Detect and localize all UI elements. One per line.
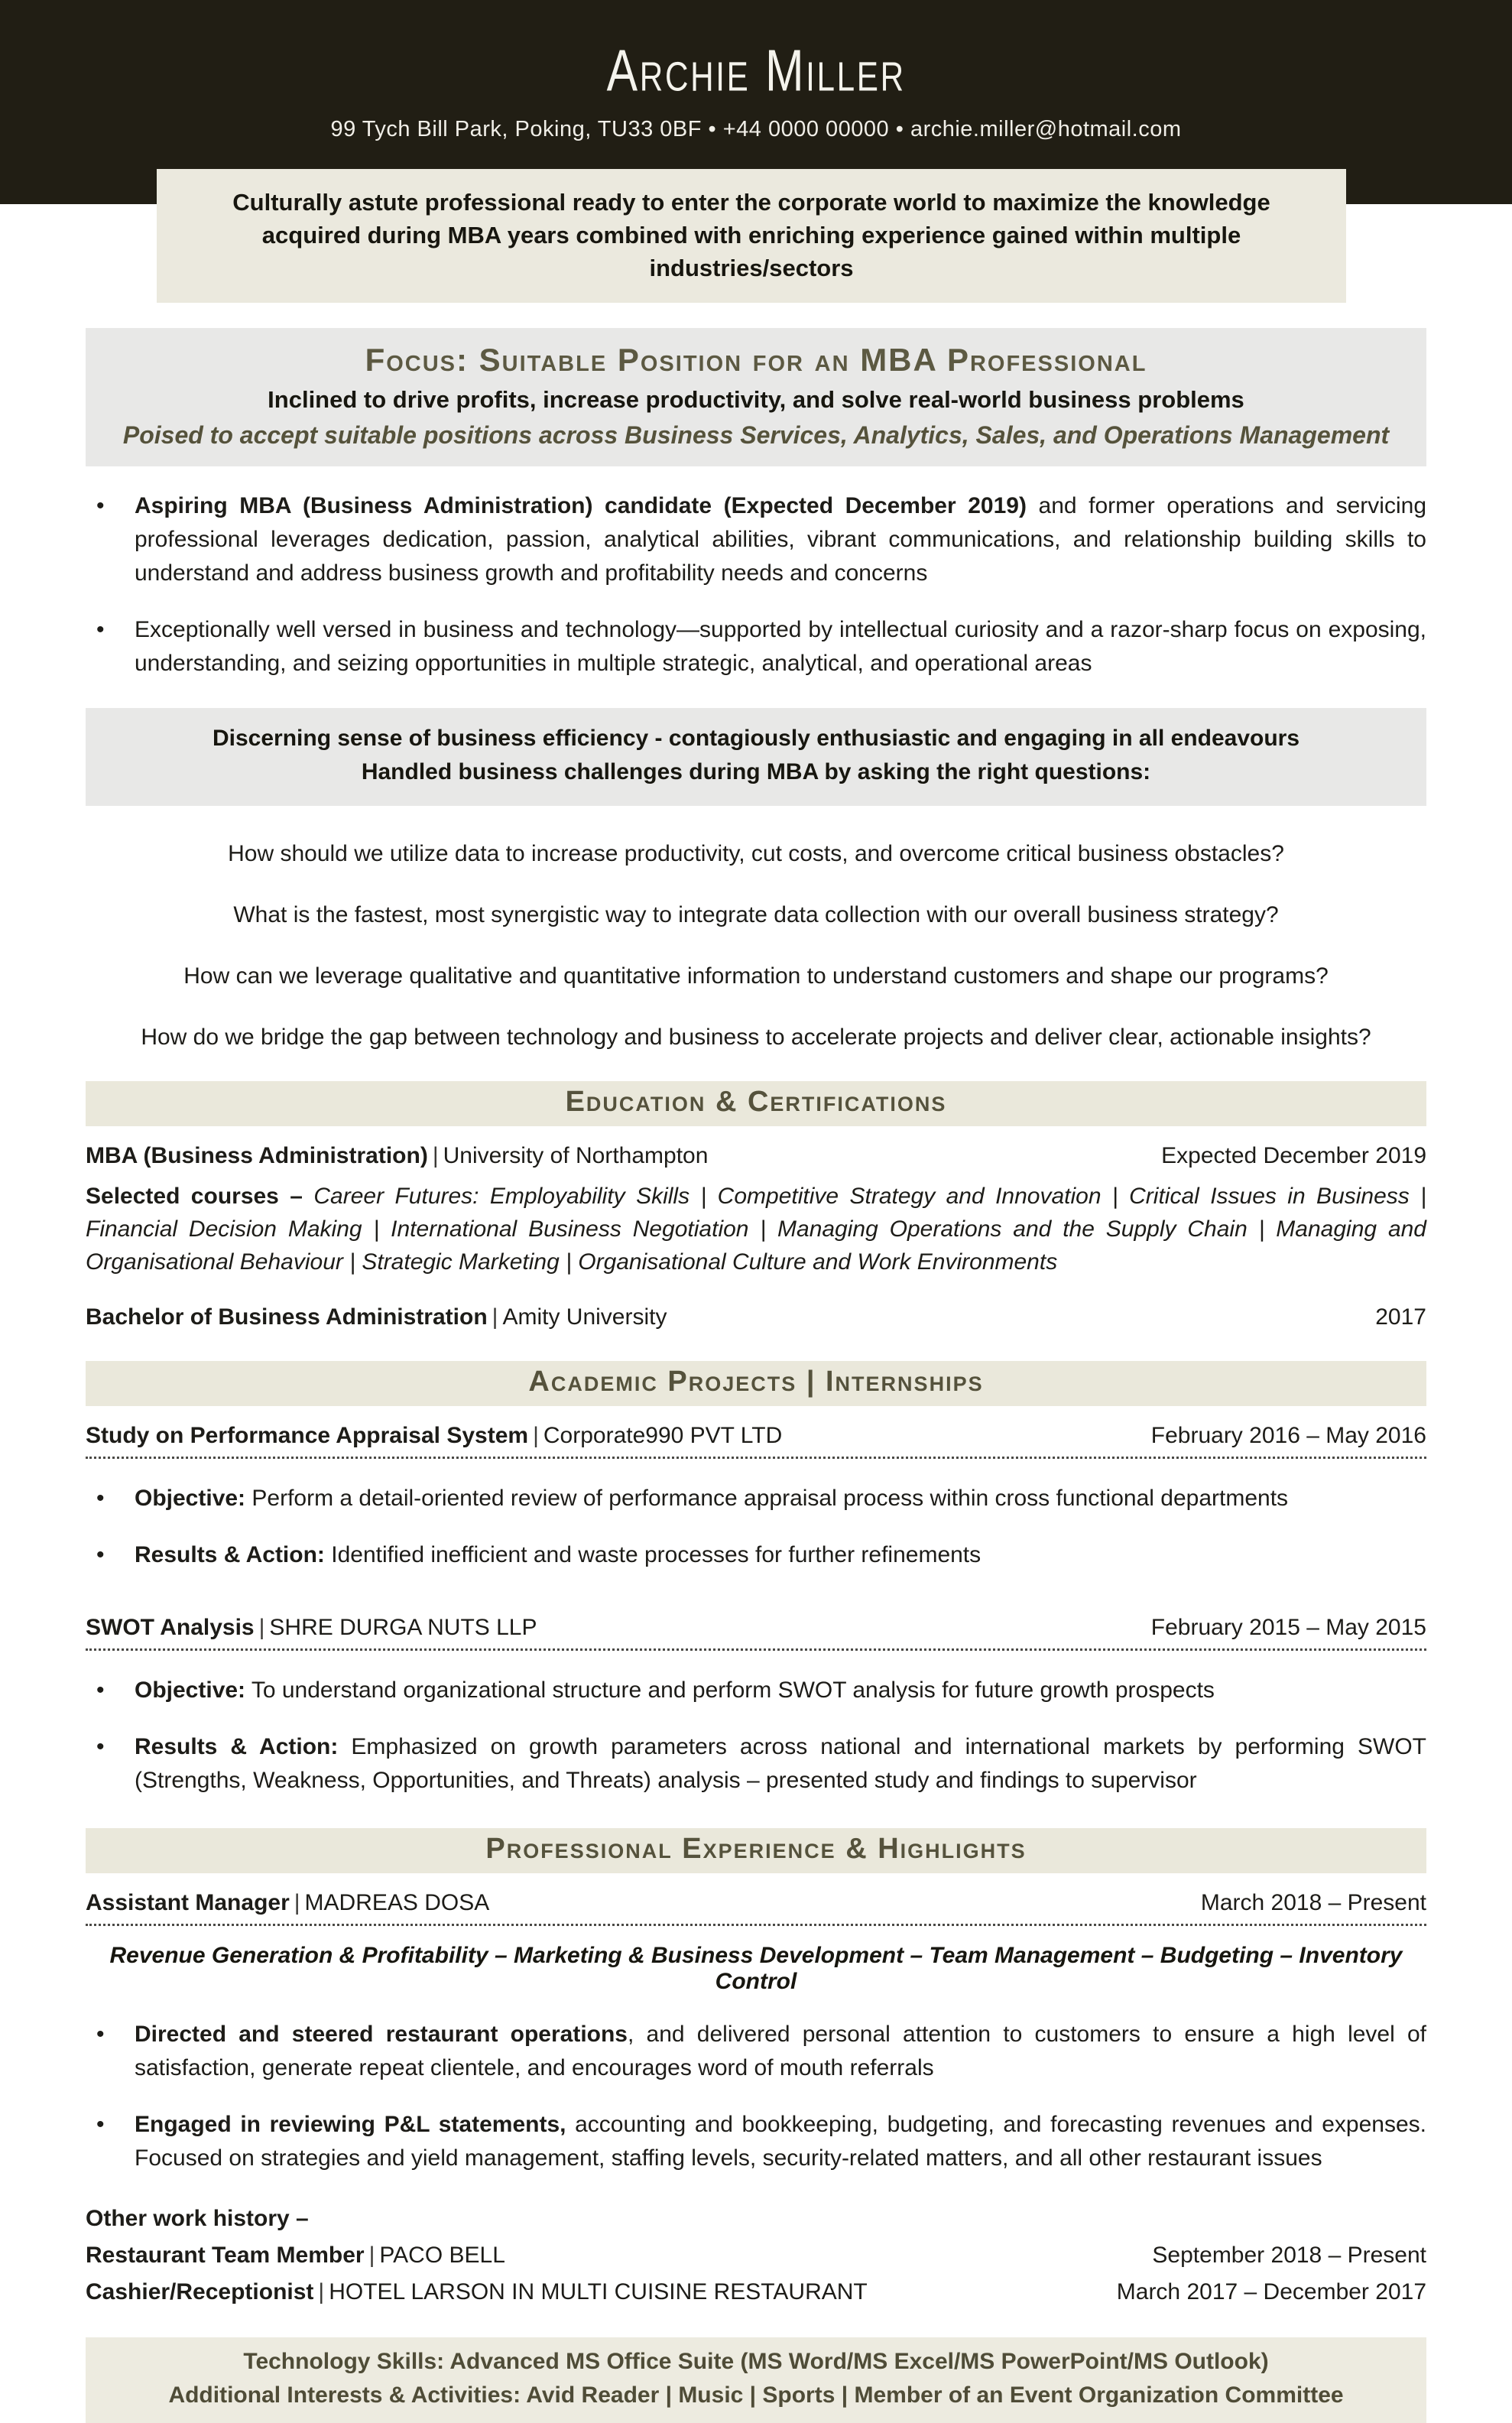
question-4: How do we bridge the gap between technology and business to accelerate projects and deliver clear, actionable insights? xyxy=(141,1025,1371,1050)
bullet-dot-icon xyxy=(86,2108,135,2175)
focus-title: Focus: Suitable Position for an MBA Professional xyxy=(365,342,1147,378)
bachelor-entry xyxy=(86,1304,1426,1330)
other-1-title-org: Restaurant Team Member | PACO BELL xyxy=(86,2243,505,2268)
project-2-title-org: SWOT Analysis | SHRE DURGA NUTS LLP xyxy=(86,1615,537,1640)
other-2-title-org: Cashier/Receptionist | HOTEL LARSON IN MULTI CUISINE RESTAURANT xyxy=(86,2279,868,2304)
focus-positions: Poised to accept suitable positions across Business Services, Analytics, Sales, and Operations Management xyxy=(122,421,1390,449)
banner-line-1: Discerning sense of business efficiency - contagiously enthusiastic and engaging in all endeavours xyxy=(212,726,1300,751)
mba-date: Expected December 2019 xyxy=(1161,1143,1426,1168)
role-title-org: Assistant Manager | MADREAS DOSA xyxy=(86,1890,490,1915)
selected-courses: Selected courses – Career Futures: Employability Skills | Competitive Strategy and Innovation | Critical Issues in Business | Financial Decision Making | International Business Negotiation | Managing Operations and the Supply Chain | Managing and Organisational Behaviour | Strategic Marketing | Organisational Culture and Work Environments xyxy=(86,1184,1426,1275)
mba-title-org: MBA (Business Administration) | University of Northampton xyxy=(86,1143,709,1168)
contact-line: 99 Tych Bill Park, Poking, TU33 0BF • +44 0000 00000 • archie.miller@hotmail.com xyxy=(330,117,1182,141)
focus-subtitle: Inclined to drive profits, increase productivity, and solve real-world business problems xyxy=(268,386,1244,413)
questions-list xyxy=(86,841,1426,1051)
project-2-bullet-1: • Objective: To understand organizational structure and perform SWOT analysis for future growth prospects xyxy=(86,1674,1426,1707)
other-work-history-label: Other work history – xyxy=(86,2206,309,2231)
summary-box xyxy=(157,169,1346,303)
profile-bullet-1 xyxy=(86,489,1426,590)
project-1-bullet-1: • Objective: Perform a detail-oriented review of performance appraisal process within cross functional departments xyxy=(86,1482,1426,1515)
academic-section xyxy=(86,1423,1426,1798)
academic-section-header xyxy=(86,1361,1426,1406)
role-date: March 2018 – Present xyxy=(1200,1890,1426,1915)
other-entry-2 xyxy=(86,2279,1426,2305)
question-1: How should we utilize data to increase productivity, cut costs, and overcome critical business obstacles? xyxy=(228,841,1284,866)
experience-bullet-2: • Engaged in reviewing P&L statements, accounting and bookkeeping, budgeting, and forecasting revenues and expenses. Focused on strategies and yield management, staffing levels, security-related matters, and all other restaurant issues xyxy=(86,2108,1426,2175)
education-section xyxy=(86,1143,1426,1330)
skills-footer xyxy=(86,2337,1426,2423)
project-2-entry xyxy=(86,1615,1426,1651)
bullet-dot-icon xyxy=(86,1730,135,1798)
experience-band-title: Professional Experience & Highlights xyxy=(485,1833,1027,1865)
profile-bullet-2-text: Exceptionally well versed in business and technology—supported by intellectual curiosity and a razor-sharp focus on exposing, understanding, and seizing opportunities in multiple strategic, analytical, and operational areas xyxy=(135,617,1426,676)
academic-band-title: Academic Projects | Internships xyxy=(528,1366,984,1398)
bachelor-title-org: Bachelor of Business Administration | Amity University xyxy=(86,1304,667,1330)
project-1-title-org: Study on Performance Appraisal System | Corporate990 PVT LTD xyxy=(86,1423,783,1448)
interests-line: Additional Interests & Activities: Avid Reader | Music | Sports | Member of an Event Organization Committee xyxy=(168,2382,1344,2408)
experience-section xyxy=(86,1890,1426,2305)
project-1-entry xyxy=(86,1423,1426,1459)
bullet-dot-icon xyxy=(86,613,135,680)
project-1-bullet-2: • Results & Action: Identified inefficient and waste processes for further refinements xyxy=(86,1538,1426,1572)
candidate-name: Archie Miller xyxy=(606,37,906,104)
experience-section-header xyxy=(86,1828,1426,1873)
education-band-title: Education & Certifications xyxy=(565,1086,947,1118)
bullet-dot-icon xyxy=(86,1538,135,1572)
other-entry-1 xyxy=(86,2243,1426,2269)
focus-section xyxy=(86,328,1426,466)
bullet-dot-icon xyxy=(86,1674,135,1707)
bullet-dot-icon xyxy=(86,1482,135,1515)
bachelor-date: 2017 xyxy=(1375,1304,1426,1330)
profile-bullet-2 xyxy=(86,613,1426,680)
technology-skills-line: Technology Skills: Advanced MS Office Suite (MS Word/MS Excel/MS PowerPoint/MS Outlook) xyxy=(243,2349,1269,2374)
other-1-date: September 2018 – Present xyxy=(1152,2243,1426,2268)
experience-bullet-1: • Directed and steered restaurant operations, and delivered personal attention to customers to ensure a high level of satisfaction, generate repeat clientele, and encourages word of mouth referrals xyxy=(86,2018,1426,2085)
project-1-date: February 2016 – May 2016 xyxy=(1150,1423,1426,1448)
question-3: How can we leverage qualitative and quantitative information to understand customers and shape our programs? xyxy=(183,963,1329,989)
education-section-header xyxy=(86,1081,1426,1126)
role-entry xyxy=(86,1890,1426,1926)
question-2: What is the fastest, most synergistic way to integrate data collection with our overall business strategy? xyxy=(233,902,1279,927)
banner-line-2: Handled business challenges during MBA by asking the right questions: xyxy=(361,759,1151,784)
profile-bullet-1-text: Aspiring MBA (Business Administration) candidate (Expected December 2019) and former operations and servicing professional leverages dedication, passion, analytical abilities, vibrant communications, and relationship building skills to understand and address business growth and profitability needs and concerns xyxy=(135,493,1427,586)
summary-text: Culturally astute professional ready to enter the corporate world to maximize the knowledge acquired during MBA years combined with enriching experience gained within multiple industries/sectors xyxy=(232,189,1270,281)
bullet-dot-icon xyxy=(86,489,135,590)
project-2-date: February 2015 – May 2015 xyxy=(1150,1615,1426,1640)
bullet-dot-icon xyxy=(86,2018,135,2085)
role-keywords: Revenue Generation & Profitability – Marketing & Business Development – Team Management – Budgeting – Inventory Control xyxy=(109,1943,1403,1994)
other-2-date: March 2017 – December 2017 xyxy=(1116,2279,1426,2304)
profile-bullets xyxy=(86,489,1426,680)
efficiency-banner xyxy=(86,708,1426,806)
mba-entry xyxy=(86,1143,1426,1169)
project-2-bullet-2: • Results & Action: Emphasized on growth parameters across national and international markets by performing SWOT (Strengths, Weakness, Opportunities, and Threats) analysis – presented study and findings to supervisor xyxy=(86,1730,1426,1798)
